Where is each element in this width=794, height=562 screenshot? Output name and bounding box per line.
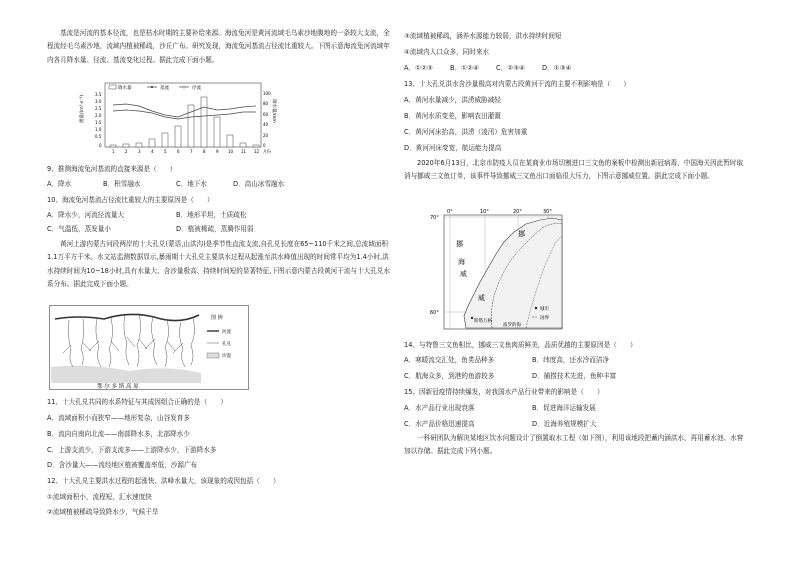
intro-paragraph-2: 黄河上游内蒙古河段两岸的十大孔兑(蒙语,山洪沟)是季节性直流支流,自孔兑长度在65~110千米之间,总流域面积1.1万平方千米。水文站监测数据显示,暴雨期十大孔兑主要洪水过程从起涨至洪水峰值出现的时间常平均为1.4小时,洪水持续时间为10~18小时,具有水量大、含沙量极高、持续时间短的显著特征,下图示意内蒙古段黄河干流与十大孔兑水系分布。据此完成下面小题。 (47, 240, 390, 289)
legend-runoff: 径流 (192, 86, 201, 91)
q10-option-a[interactable]: A．降水少，河流径流量大 (47, 211, 125, 219)
svg-text:100: 100 (263, 91, 271, 96)
q12-option-a[interactable]: A．①②③ (404, 64, 433, 72)
q10-option-d[interactable]: D．植被稀疏，蒸腾作用弱 (176, 225, 254, 233)
precipitation-flow-chart (77, 77, 277, 157)
longitude-labels (447, 209, 552, 215)
svg-text:80: 80 (263, 101, 269, 106)
svg-text:60: 60 (263, 112, 269, 117)
q15-option-b[interactable]: B．促进海洋运输发展 (532, 404, 596, 412)
svg-text:2: 2 (125, 149, 128, 154)
legend-baseflow-marker (151, 86, 153, 88)
q11-option-a[interactable]: A．流域面积小而狭窄——地形复杂，山谷发育多 (47, 414, 190, 422)
svg-text:10: 10 (228, 149, 234, 154)
question-12: 12、十大孔兑主要洪水过程的起涨快、洪峰水量大，该现象的成因包括（ ） (47, 477, 280, 485)
question-11: 11、十大孔兑共同的水系特征与其成因组合正确的是（ ） (47, 398, 227, 406)
q15-option-c[interactable]: C．水产品价格迅速提高 (404, 420, 475, 428)
q12-option-b[interactable]: B．①②④ (450, 64, 479, 72)
q12-item-2: ②流域植被稀疏导致降水少，气候干旱 (47, 508, 159, 516)
q14-option-a[interactable]: A．寒暖流交汇处，鱼类品种多 (404, 356, 495, 364)
svg-text:30°: 30° (543, 209, 552, 215)
svg-text:11: 11 (241, 149, 247, 154)
q12-item-1: ①流域面积小，流程短，汇水速度快 (47, 493, 152, 501)
svg-text:月份: 月份 (263, 149, 271, 154)
svg-text:2.5: 2.5 (95, 106, 102, 111)
left-column (47, 0, 402, 562)
svg-text:10°: 10° (480, 209, 489, 215)
right-axis-ticks (263, 91, 271, 148)
svg-text:斯塔万格: 斯塔万格 (474, 319, 492, 324)
legend-precip: 降水量 (118, 86, 132, 91)
q12-option-d[interactable]: D．①③④ (542, 64, 572, 72)
left-axis-label: 流量/(m³·s⁻¹) (80, 94, 85, 123)
svg-text:0: 0 (263, 143, 266, 148)
svg-text:挪: 挪 (456, 240, 463, 248)
legend-precip-swatch (109, 85, 116, 89)
svg-text:海: 海 (458, 258, 465, 266)
svg-text:0°: 0° (447, 209, 453, 215)
q11-option-d[interactable]: D．含沙量大——流经地区植被覆盖率低，沙源广布 (47, 461, 198, 469)
q14-option-b[interactable]: B．纬度高，还水冷而洁净 (532, 356, 610, 364)
svg-text:70°: 70° (430, 215, 439, 221)
svg-text:3: 3 (138, 149, 141, 154)
legend-river: 河流 (222, 330, 231, 335)
q13-option-d[interactable]: D．黄河河床变宽，航运能力提高 (404, 144, 502, 152)
q11-option-b[interactable]: B．流向自南向北流——南部降水多，北部降水少 (47, 430, 190, 438)
q9-option-a[interactable]: A．降水 (47, 180, 72, 188)
svg-text:8: 8 (203, 149, 206, 154)
right-axis-label: 降水量/mm (271, 99, 276, 123)
q10-option-c[interactable]: C．气温低，蒸发量小 (47, 225, 111, 233)
svg-text:6: 6 (177, 149, 180, 154)
month-labels (112, 148, 271, 154)
legend-baseflow: 基流 (160, 86, 169, 91)
river-system-map (49, 305, 249, 390)
svg-text:9: 9 (216, 149, 219, 154)
q13-option-a[interactable]: A．黄河水量减少，洪涝威胁减轻 (404, 96, 501, 104)
intro-paragraph-3: 2020年6月13日，北京市防疫人员在某商业市场切割进口三文鱼的案板中检测出新冠病毒，中国海关因此暂时取消与挪威三文鱼订单，该事件导致挪威三文鱼出口面临很大压力，下图示意挪威位置。据此完成下面小题。 (404, 159, 744, 181)
city-stavanger (471, 317, 473, 319)
q10-option-b[interactable]: B．地形平坦，土质疏松 (176, 211, 247, 219)
right-column (404, 0, 759, 562)
svg-text:波罗的海: 波罗的海 (503, 323, 521, 328)
latitude-labels (430, 215, 439, 316)
intro-paragraph-1: 基流是河流的基本径流，也是枯水时期的主要补给来源。海流兔河是黄河流域毛乌素沙地腹地的一条较大支流，全程流经毛乌素沙地，流域内植被稀疏，沙丘广布。研究发现，海流兔河基流占径流比重较大。下图示意海流兔河流域年内各月降水量、径流、基流变化过程。据此完成下面小题。 (47, 29, 390, 64)
q13-option-b[interactable]: B．黄河水质变差，影响农田灌溉 (404, 112, 501, 120)
question-13: 13、十大孔兑洪水含沙量极高对内蒙古段黄河干流的主要不利影响是（ ） (404, 80, 630, 88)
svg-text:20°: 20° (513, 209, 522, 215)
svg-text:60°: 60° (430, 310, 439, 316)
question-10: 10、海流兔河基流占径流比重较大的主要原因是（ ） (47, 196, 214, 204)
left-axis-ticks (95, 92, 102, 148)
map-caption: 鄂 尔 多 斯 高 原 (97, 384, 139, 390)
svg-text:国界: 国界 (540, 316, 549, 321)
q12-item-3: ③流域植被稀疏，涵养水源能力较弱，洪水持续时间短 (404, 32, 562, 40)
svg-text:0: 0 (99, 143, 102, 148)
svg-text:挪: 挪 (518, 230, 525, 238)
svg-text:7: 7 (190, 149, 193, 154)
q11-option-c[interactable]: C．上游支流少，下游支流多——上游降水少，下游降水多 (47, 446, 217, 454)
question-9: 9、推测海流兔河基流的直接来源是（ ） (47, 165, 177, 173)
legend-kongdui: 孔兑 (222, 342, 231, 347)
svg-text:20: 20 (263, 133, 269, 138)
svg-text:1.0: 1.0 (95, 127, 102, 132)
svg-text:40: 40 (263, 122, 269, 127)
svg-text:0.5: 0.5 (95, 134, 102, 139)
svg-text:3.0: 3.0 (95, 99, 102, 104)
q9-option-d[interactable]: D．高山冰雪融水 (233, 180, 285, 188)
q9-option-c[interactable]: C．地下水 (176, 180, 207, 188)
q14-option-c[interactable]: C．航海众多，到港的鱼游较多 (404, 372, 495, 380)
svg-text:威: 威 (460, 270, 467, 278)
legend-title: 图 例 (211, 315, 223, 321)
norway-map (430, 206, 565, 331)
svg-text:5: 5 (164, 149, 167, 154)
q13-option-c[interactable]: C．黄河河床抬高，洪涝（凌汛）危害加重 (404, 128, 528, 136)
svg-text:2.0: 2.0 (95, 113, 102, 118)
svg-text:1.5: 1.5 (95, 120, 102, 125)
svg-text:1: 1 (112, 149, 115, 154)
q15-option-a[interactable]: A．水产品行业出现衰落 (404, 404, 475, 412)
svg-text:12: 12 (254, 149, 260, 154)
question-15: 15、因新冠疫情持续爆发，对我国水产品行业带来的影响是（ ） (404, 388, 604, 396)
chart-legend (109, 84, 201, 91)
q9-option-b[interactable]: B．积雪融水 (103, 180, 141, 188)
question-14: 14、与特鲁三文鱼相比，挪威三文鱼肉质鲜美，品质优越的主要原因是（ ） (404, 341, 637, 349)
q14-option-d[interactable]: D．捕捞技术先进，鱼种丰富 (532, 372, 617, 380)
q12-option-c[interactable]: C．②③④ (496, 64, 525, 72)
svg-text:城市: 城市 (540, 307, 549, 312)
svg-text:威: 威 (478, 294, 485, 302)
svg-text:3.5: 3.5 (95, 92, 102, 97)
q15-option-d[interactable]: D．近海养殖规模扩大 (532, 420, 597, 428)
precip-bars (110, 97, 259, 147)
intro-paragraph-4: 一科研团队为解决某地区饮水问题设计了倒置取水工程（如下图），利用该地段把蓄内涵洪水，再用蓄水池、水窖加以存储。据此完成下列小题。 (404, 434, 744, 456)
q12-item-4: ④流域内人口众多，同时来水 (404, 48, 490, 56)
legend-runoff-marker (183, 86, 185, 88)
legend-desert: 沙漠 (222, 354, 231, 359)
svg-text:4: 4 (151, 149, 154, 154)
